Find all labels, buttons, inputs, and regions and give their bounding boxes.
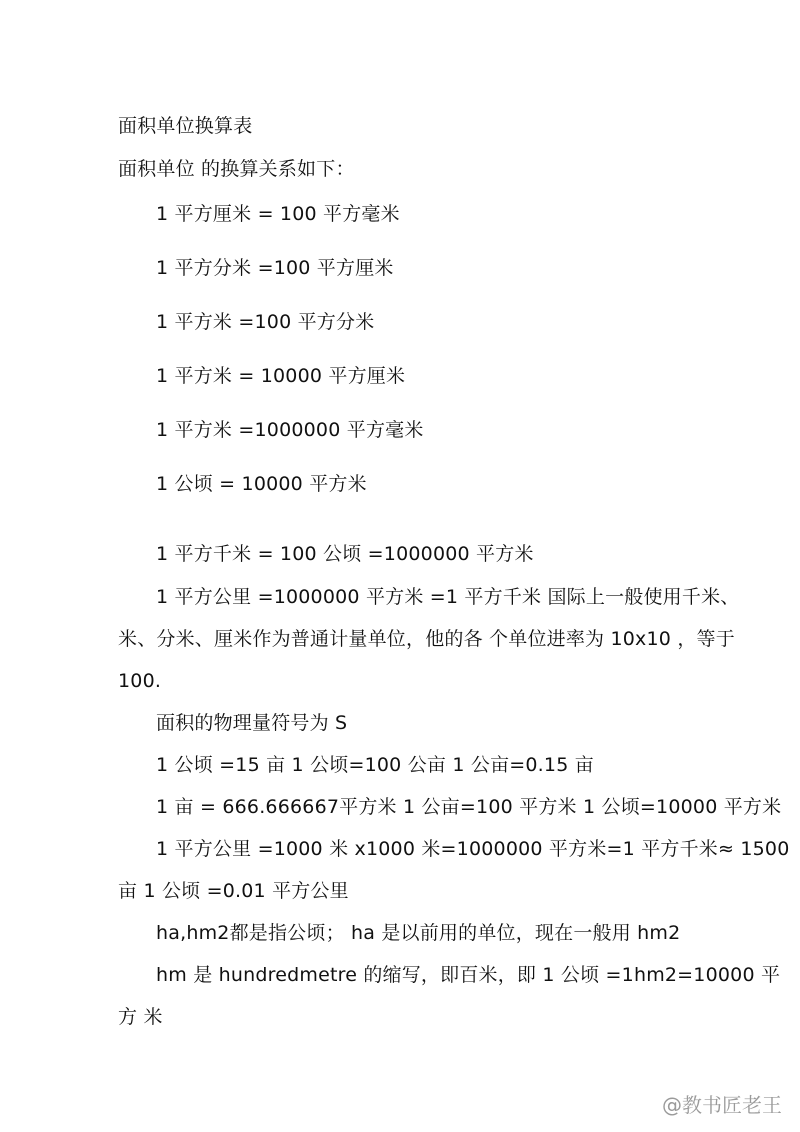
conversion-line: 1 平方厘米 = 100 平方毫米 [156,203,400,225]
symbol-line: 面积的物理量符号为 S [156,712,348,734]
conversion-line: 1 平方米 =100 平方分米 [156,311,375,333]
paragraph-line: 1 平方公里 =1000 米 x1000 米=1000000 平方米=1 平方千米≈ 1500 [156,838,790,860]
paragraph-line: hm 是 hundredmetre 的缩写，即百米，即 1 公顷 =1hm2=10000 平 [156,964,781,986]
conversion-line: 1 平方千米 = 100 公顷 =1000000 平方米 [156,543,534,565]
document-title: 面积单位换算表 [118,115,253,137]
mu-conversion-line: 1 公顷 =15 亩 1 公顷=100 公亩 1 公亩=0.15 亩 [156,754,594,776]
conversion-line: 1 平方米 =1000000 平方毫米 [156,419,424,441]
conversion-line: 1 公顷 = 10000 平方米 [156,473,367,495]
paragraph-line: 1 平方公里 =1000000 平方米 =1 平方千米 国际上一般使用千米、 [156,586,740,608]
paragraph-line: 亩 1 公顷 =0.01 平方公里 [118,880,349,902]
watermark-text: @教书匠老王 [662,1093,782,1117]
paragraph-line: 米、分米、厘米作为普通计量单位，他的各 个单位进率为 10x10 ，等于 [118,628,735,650]
hectare-note: ha,hm2都是指公顷； ha 是以前用的单位，现在一般用 hm2 [156,922,681,944]
mu-conversion-line: 1 亩 = 666.666667平方米 1 公亩=100 平方米 1 公顷=10000 平方米 [156,796,782,818]
paragraph-line: 方 米 [118,1006,163,1028]
conversion-line: 1 平方米 = 10000 平方厘米 [156,365,406,387]
conversion-line: 1 平方分米 =100 平方厘米 [156,257,394,279]
paragraph-line: 100. [118,670,162,692]
intro-text: 面积单位 的换算关系如下： [118,158,355,180]
